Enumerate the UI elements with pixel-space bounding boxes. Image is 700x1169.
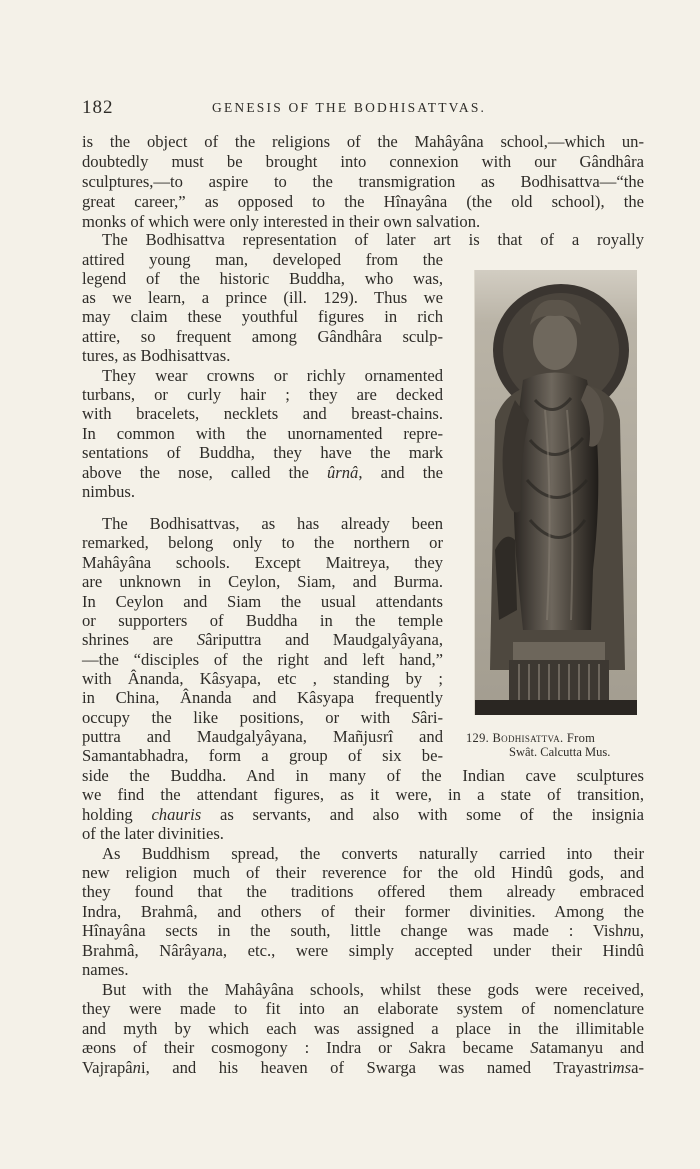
text-line: —the “disciples of the right and left hand,”: [82, 650, 443, 669]
text-line: sculptures,—to aspire to the transmigration as Bodhisattva—“the: [82, 172, 644, 191]
text-line: occupy the like positions, or with Sâri-: [82, 708, 443, 727]
text-line: puttra and Maudgalyâyana, Mañjusrî and: [82, 727, 443, 746]
text-line: They wear crowns or richly ornamented: [102, 366, 443, 385]
urna-term: ûrnâ: [327, 463, 359, 482]
text-line: above the nose, called the ûrnâ, and the: [82, 463, 443, 482]
text-line: and myth by which each was assigned a place in the illimitable: [82, 1019, 644, 1038]
text-line: new religion much of their reverence for the old Hindû gods, and: [82, 863, 644, 882]
text-line: Samantabhadra, form a group of six be-: [82, 746, 443, 765]
text-line: we find the attendant figures, as it were, in a state of transition,: [82, 785, 644, 804]
text-line: Mahâyâna schools. Except Maitreya, they: [82, 553, 443, 572]
page-number: 182: [82, 97, 114, 118]
text-line: The Bodhisattvas, as has already been: [102, 514, 443, 533]
chauris-term: chauris: [151, 805, 202, 824]
text-line: holding chauris as servants, and also with some of the insignia: [82, 805, 644, 824]
text-line: of the later divinities.: [82, 824, 224, 843]
text-line: tures, as Bodhisattvas.: [82, 346, 231, 365]
text-line: with bracelets, necklets and breast-chains.: [82, 404, 443, 423]
text-line: nimbus.: [82, 482, 136, 501]
text-line: Indra, Brahmâ, and others of their former divinities. Among the: [82, 902, 644, 921]
text-line: attire, so frequent among Gândhâra sculp-: [82, 327, 443, 346]
text-line: æons of their cosmogony : Indra or Sakra became Satamanyu and: [82, 1038, 644, 1057]
text-line: Brahmâ, Nârâyana, etc., were simply accepted under their Hindû: [82, 941, 644, 960]
running-title: GENESIS OF THE BODHISATTVAS.: [212, 100, 487, 115]
text-line: or supporters of Buddha in the temple: [82, 611, 443, 630]
text-line: The Bodhisattva representation of later art is that of a royally: [102, 230, 644, 249]
text-line: monks of which were only interested in their own salvation.: [82, 212, 481, 231]
text-line: names.: [82, 960, 129, 979]
text-line: doubtedly must be brought into connexion with our Gândhâra: [82, 152, 644, 171]
caption-title: Bodhisattva.: [492, 731, 564, 745]
bodhisattva-figure-photo: [474, 270, 637, 715]
figure-caption-line2: Swât. Calcutta Mus.: [509, 745, 611, 759]
text-line: But with the Mahâyâna schools, whilst these gods were received,: [102, 980, 644, 999]
text-line: they were made to fit into an elaborate system of nomenclature: [82, 999, 644, 1018]
text-line: in China, Ânanda and Kâsyapa frequently: [82, 688, 443, 707]
figure-caption-line1: 129. Bodhisattva. From: [466, 731, 596, 745]
text-line: great career,” as opposed to the Hînayâna (the old school), the: [82, 192, 644, 211]
text-line: turbans, or curly hair ; they are decked: [82, 385, 443, 404]
text-line: they found that the traditions offered them already embraced: [82, 882, 644, 901]
text-line: legend of the historic Buddha, who was,: [82, 269, 443, 288]
text-line: sentations of Buddha, they have the mark: [82, 443, 443, 462]
text-line: side the Buddha. And in many of the Indian cave sculptures: [82, 766, 644, 785]
text-line: Vajrapâni, and his heaven of Swarga was named Trayastrimsa-: [82, 1058, 644, 1077]
text-line: may claim these youthful figures in rich: [82, 307, 443, 326]
text-line: shrines are Sâriputtra and Maudgalyâyana,: [82, 630, 443, 649]
text-line: as we learn, a prince (ill. 129). Thus we: [82, 288, 443, 307]
text-line: Hînayâna sects in the south, little change was made : Vishnu,: [82, 921, 644, 940]
text-line: In Ceylon and Siam the usual attendants: [82, 592, 443, 611]
text-line: attired young man, developed from the: [82, 250, 443, 269]
text-line: remarked, belong only to the northern or: [82, 533, 443, 552]
text-line: are unknown in Ceylon, Siam, and Burma.: [82, 572, 443, 591]
text-line: with Ânanda, Kâsyapa, etc , standing by ;: [82, 669, 443, 688]
page-header: [82, 97, 644, 121]
text-line: In common with the unornamented repre-: [82, 424, 443, 443]
text-line: As Buddhism spread, the converts naturally carried into their: [102, 844, 644, 863]
text-line: is the object of the religions of the Mahâyâna school,—which un-: [82, 132, 644, 151]
bodhisattva-sculpture-image: [475, 270, 637, 715]
